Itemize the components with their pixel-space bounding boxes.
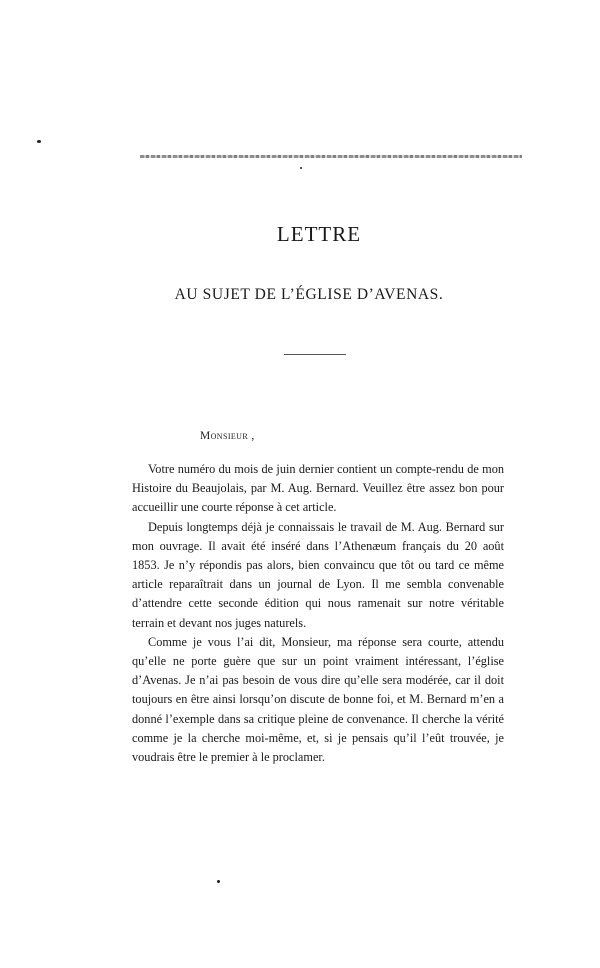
paragraph: Comme je vous l’ai dit, Monsieur, ma réponse sera courte, attendu qu’elle ne porte guère que sur un point vraiment intéressant, l’église d’Avenas. Je n’ai pas besoin de vous dire qu’elle sera modérée, car il doit toujours en être ainsi lorsqu’on discute de bonne foi, et M. Bernard m’en a donné l’exemple dans sa critique pleine de convenance. Il cherche la vérité comme je la cherche moi-même, et, si je pensais qu’il l’eût trouvée, je voudrais être le premier à le proclamer. [132, 634, 504, 765]
section-divider [284, 354, 346, 355]
ink-speck [37, 140, 41, 143]
letter-body [132, 460, 504, 767]
paragraph: Depuis longtemps déjà je connaissais le travail de M. Aug. Bernard sur mon ouvrage. Il avait été inséré dans l’Athenæum français du 20 août 1853. Je n’y répondis pas alors, bien convaincu que tôt ou tard ce même article reparaîtrait dans un journal de Lyon. Il me sembla convenable d’attendre cette seconde édition qui nous ramenait sur notre véritable terrain et devant nos juges naturels. [132, 519, 504, 630]
page-title: LETTRE [276, 222, 362, 246]
salutation: Monsieur , [200, 430, 255, 442]
page-subtitle: AU SUJET DE L’ÉGLISE D’AVENAS. [174, 286, 444, 303]
decorative-top-rule [140, 155, 522, 158]
ink-speck [217, 880, 220, 883]
paragraph: Votre numéro du mois de juin dernier contient un compte-rendu de mon Histoire du Beaujolais, par M. Aug. Bernard. Veuillez être assez bon pour accueillir une courte réponse à cet article. [132, 462, 504, 515]
ink-speck [300, 167, 302, 169]
